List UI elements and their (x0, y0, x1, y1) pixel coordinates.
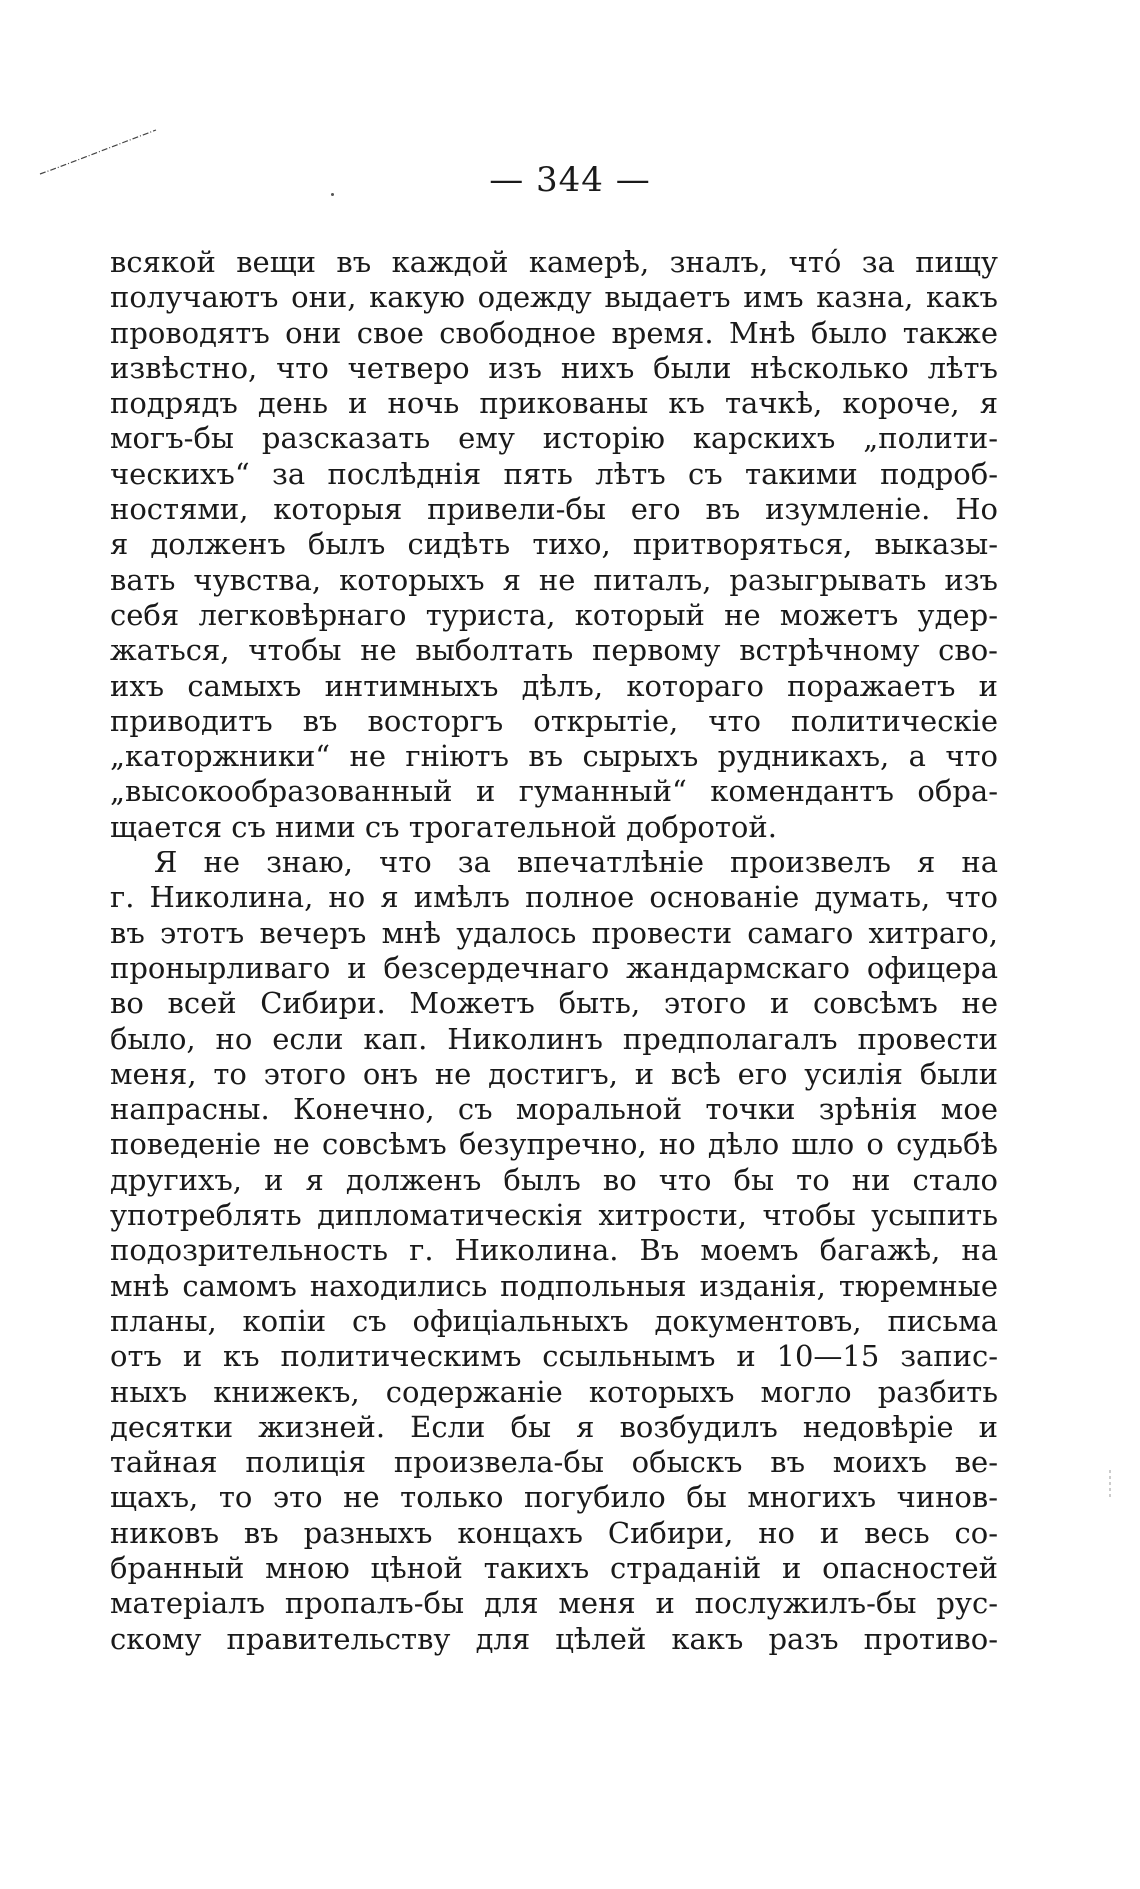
text-line: г. Николина, но я имѣлъ полное основаніе думать, что (110, 880, 998, 915)
paragraph-2 (110, 845, 998, 1657)
margin-speck (1108, 1470, 1112, 1498)
text-line: употреблять дипломатическія хитрости, чтобы усыпить (110, 1198, 998, 1233)
text-line: могъ-бы разсказать ему исторію карскихъ „полити- (110, 421, 998, 456)
text-line: подозрительность г. Николина. Въ моемъ багажѣ, на (110, 1233, 998, 1268)
text-line: щахъ, то это не только погубило бы многихъ чинов- (110, 1480, 998, 1515)
text-line: извѣстно, что четверо изъ нихъ были нѣсколько лѣтъ (110, 350, 998, 385)
text-line: вать чувства, которыхъ я не питалъ, разыгрывать изъ (110, 562, 998, 597)
text-line: скому правительству для цѣлей какъ разъ противо- (110, 1621, 998, 1656)
text-line: ностями, которыя привели-бы его въ изумленіе. Но (110, 492, 998, 527)
text-line: планы, копіи съ офиціальныхъ документовъ, письма (110, 1303, 998, 1338)
text-line: щается съ ними съ трогательной добротой. (110, 809, 777, 844)
paragraph-1 (110, 245, 998, 845)
text-line: въ этотъ вечеръ мнѣ удалось провести самаго хитраго, (110, 915, 998, 950)
text-line: другихъ, и я долженъ былъ во что бы то ни стало (110, 1162, 998, 1197)
text-line: „каторжники“ не гніютъ въ сырыхъ рудникахъ, а что (110, 739, 998, 774)
text-line: себя легковѣрнаго туриста, который не можетъ удер- (110, 597, 998, 632)
text-line: всякой вещи въ каждой камерѣ, зналъ, что́ за пищу (110, 245, 998, 279)
text-line: бранный мною цѣной такихъ страданій и опасностей (110, 1550, 998, 1585)
text-line: „высокообразованный и гуманный“ комендантъ обра- (110, 774, 998, 809)
text-line: десятки жизней. Если бы я возбудилъ недовѣріе и (110, 1409, 998, 1444)
text-line: пронырливаго и безсердечнаго жандармскаго офицера (110, 950, 998, 985)
text-line: ческихъ“ за послѣднія пять лѣтъ съ такими подроб- (110, 456, 998, 491)
text-line: было, но если кап. Николинъ предполагалъ провести (110, 1021, 998, 1056)
text-line: отъ и къ политическимъ ссыльнымъ и 10—15 запис- (110, 1339, 998, 1374)
text-line: ихъ самыхъ интимныхъ дѣлъ, котораго поражаетъ и (110, 668, 998, 703)
text-line: тайная полиція произвела-бы обыскъ въ моихъ ве- (110, 1445, 998, 1480)
text-line: проводятъ они свое свободное время. Мнѣ было также (110, 315, 998, 350)
text-line: получаютъ они, какую одежду выдаетъ имъ казна, какъ (110, 280, 998, 315)
page-number: — 344 — (489, 160, 651, 200)
text-line: Я не знаю, что за впечатлѣніе произвелъ я на (154, 845, 998, 880)
text-line: жаться, чтобы не выболтать первому встрѣчному сво- (110, 633, 998, 668)
text-line: приводитъ въ восторгъ открытіе, что политическіе (110, 703, 998, 738)
text-line: мнѣ самомъ находились подпольныя изданія, тюремные (110, 1268, 998, 1303)
text-line: матеріалъ пропалъ-бы для меня и послужилъ-бы рус- (110, 1586, 998, 1621)
text-line: напрасны. Конечно, съ моральной точки зрѣнія мое (110, 1092, 998, 1127)
text-line: я долженъ былъ сидѣть тихо, притворяться, выказы- (110, 527, 998, 562)
text-line: ныхъ книжекъ, содержаніе которыхъ могло разбить (110, 1374, 998, 1409)
text-line: никовъ въ разныхъ концахъ Сибири, но и весь со- (110, 1515, 998, 1550)
text-line: поведеніе не совсѣмъ безупречно, но дѣло шло о судьбѣ (110, 1127, 998, 1162)
text-line: меня, то этого онъ не достигъ, и всѣ его усилія были (110, 1056, 998, 1091)
body-text (110, 245, 998, 1657)
text-line: подрядъ день и ночь прикованы къ тачкѣ, короче, я (110, 386, 998, 421)
text-line: во всей Сибири. Можетъ быть, этого и совсѣмъ не (110, 986, 998, 1021)
